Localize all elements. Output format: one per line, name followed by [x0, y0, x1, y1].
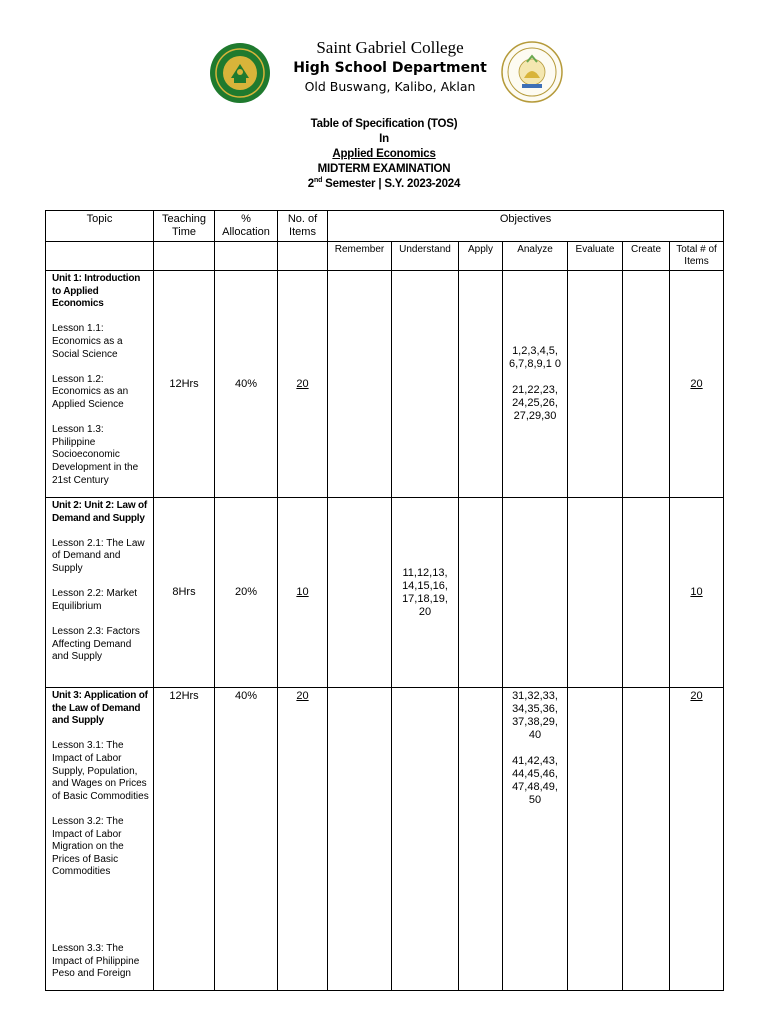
unit-title: Unit 3: Application of the Law of Demand and Supply	[52, 690, 148, 727]
remember-cell	[328, 498, 392, 688]
item-numbers: 1,2,3,4,5, 6,7,8,9,1 0	[509, 345, 561, 370]
allocation: 40%	[215, 688, 278, 991]
header-apply: Apply	[459, 242, 503, 271]
header-evaluate: Evaluate	[568, 242, 623, 271]
apply-cell	[459, 688, 503, 991]
header-allocation: % Allocation	[215, 211, 278, 242]
total-items: 20	[670, 271, 724, 498]
item-numbers: 21,22,23, 24,25,26, 27,29,30	[512, 384, 558, 422]
table-row-unit-1	[46, 271, 724, 498]
understand-cell	[392, 271, 459, 498]
lesson: Lesson 3.1: The Impact of Labor Supply, Population, and Wages on Prices of Basic Commodities	[52, 740, 149, 802]
document-title: Table of Specification (TOS)	[310, 118, 458, 130]
lesson: Lesson 1.1: Economics as a Social Science	[52, 323, 123, 360]
table-row-unit-3	[46, 688, 724, 991]
analyze-cell	[503, 688, 568, 991]
lesson: Lesson 2.1: The Law of Demand and Supply	[52, 537, 145, 574]
allocation: 20%	[215, 498, 278, 688]
table-row-unit-2	[46, 498, 724, 688]
lesson: Lesson 1.2: Economics as an Applied Science	[52, 373, 129, 410]
header-blank	[46, 242, 154, 271]
school-address: Old Buswang, Kalibo, Aklan	[304, 79, 476, 94]
header-row-1	[46, 211, 724, 242]
header-topic: Topic	[46, 211, 154, 242]
item-numbers: 31,32,33, 34,35,36, 37,38,29, 40	[512, 690, 558, 741]
topic-cell	[46, 688, 154, 991]
item-numbers: 41,42,43, 44,45,46, 47,48,49, 50	[512, 755, 558, 806]
header-row-2	[46, 242, 724, 271]
header-objectives: Objectives	[328, 211, 724, 242]
no-of-items: 20	[278, 688, 328, 991]
understand-cell	[392, 688, 459, 991]
analyze-cell	[503, 271, 568, 498]
evaluate-cell	[568, 498, 623, 688]
header-blank	[154, 242, 215, 271]
unit-title: Unit 2: Unit 2: Law of Demand and Supply	[52, 500, 148, 524]
allocation: 40%	[215, 271, 278, 498]
school-info	[280, 38, 500, 96]
document-title-block	[0, 117, 768, 192]
semester-line: 2nd Semester | S.Y. 2023-2024	[307, 177, 461, 190]
lesson: Lesson 3.3: The Impact of Philippine Peso and Foreign	[52, 942, 140, 980]
title-in: In	[379, 133, 389, 145]
create-cell	[623, 498, 670, 688]
header-teaching-time: Teaching Time	[154, 211, 215, 242]
teaching-time: 12Hrs	[154, 688, 215, 991]
evaluate-cell	[568, 271, 623, 498]
evaluate-cell	[568, 688, 623, 991]
header-blank	[278, 242, 328, 271]
lesson: Lesson 3.2: The Impact of Labor Migration on the Prices of Basic Commodities	[52, 815, 124, 878]
apply-cell	[459, 271, 503, 498]
topic-cell	[46, 271, 154, 498]
header-create: Create	[623, 242, 670, 271]
lesson: Lesson 2.2: Market Equilibrium	[52, 588, 138, 612]
total-items: 10	[670, 498, 724, 688]
remember-cell	[328, 271, 392, 498]
create-cell	[623, 271, 670, 498]
create-cell	[623, 688, 670, 991]
apply-cell	[459, 498, 503, 688]
header-remember: Remember	[328, 242, 392, 271]
letterhead	[0, 38, 768, 108]
topic-cell	[46, 498, 154, 688]
understand-cell	[392, 498, 459, 688]
school-name: Saint Gabriel College	[316, 38, 464, 57]
unit-title: Unit 1: Introduction to Applied Economics	[52, 273, 141, 310]
header-analyze: Analyze	[503, 242, 568, 271]
tos-table	[45, 210, 724, 991]
high-school-seal-right-icon	[500, 40, 564, 104]
analyze-cell	[503, 498, 568, 688]
item-numbers: 11,12,13, 14,15,16, 17,18,19, 20	[402, 566, 448, 618]
header-no-of-items: No. of Items	[278, 211, 328, 242]
header-blank	[215, 242, 278, 271]
lesson: Lesson 2.3: Factors Affecting Demand and Supply	[52, 625, 140, 663]
college-seal-left-icon	[209, 42, 271, 104]
department-name: High School Department	[293, 60, 487, 76]
teaching-time: 12Hrs	[154, 271, 215, 498]
teaching-time: 8Hrs	[154, 498, 215, 688]
no-of-items: 10	[278, 498, 328, 688]
header-understand: Understand	[392, 242, 459, 271]
lesson: Lesson 1.3: Philippine Socioeconomic Development in the 21st Century	[52, 424, 139, 486]
remember-cell	[328, 688, 392, 991]
subject-name: Applied Economics	[332, 148, 436, 160]
header-total-items: Total # of Items	[670, 242, 724, 271]
exam-name: MIDTERM EXAMINATION	[317, 163, 451, 175]
total-items: 20	[670, 688, 724, 991]
no-of-items: 20	[278, 271, 328, 498]
